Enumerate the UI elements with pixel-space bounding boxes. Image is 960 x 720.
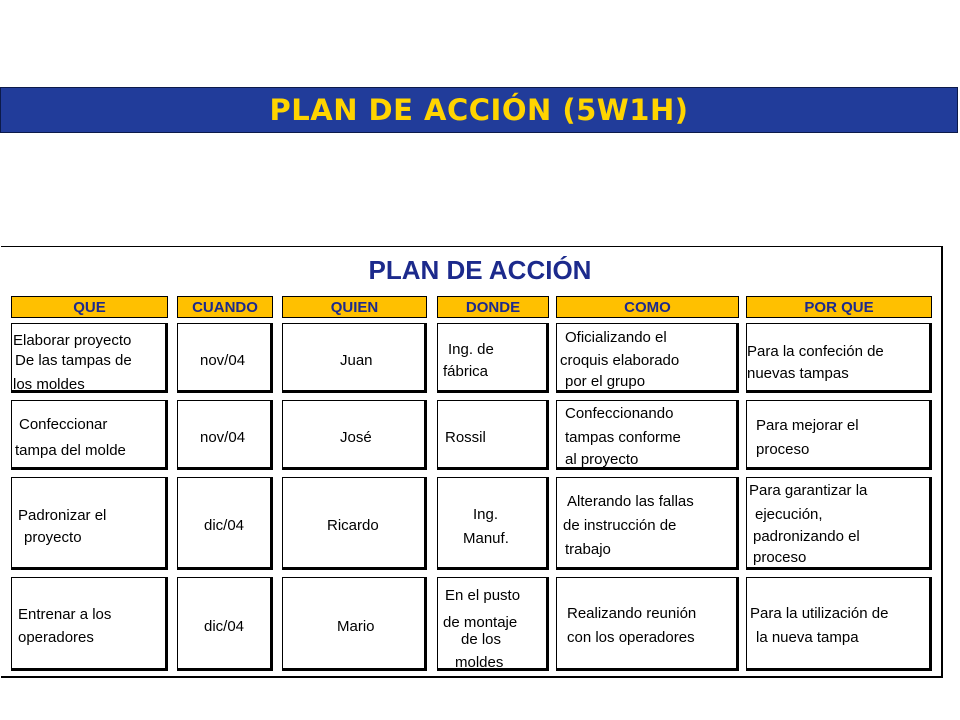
row1-porque-cell bbox=[746, 323, 932, 393]
row1-como-cell bbox=[556, 323, 739, 393]
row1-como-line1: Oficializando el bbox=[565, 329, 667, 346]
header-cuando: CUANDO bbox=[177, 296, 273, 318]
header-donde: DONDE bbox=[437, 296, 549, 318]
row2-donde-cell bbox=[437, 400, 549, 470]
row2-que-cell bbox=[11, 400, 168, 470]
row4-que-line1: Entrenar a los bbox=[18, 606, 112, 623]
row3-que-cell bbox=[11, 477, 168, 570]
row1-cuando: nov/04 bbox=[200, 352, 246, 369]
row4-quien: Mario bbox=[337, 618, 375, 635]
row3-como-line3: trabajo bbox=[565, 541, 611, 558]
row4-porque-line1: Para la utilización de bbox=[750, 605, 889, 622]
row3-como-cell bbox=[556, 477, 739, 570]
row1-donde-cell bbox=[437, 323, 549, 393]
plan-title: PLAN DE ACCIÓN bbox=[368, 255, 592, 285]
row3-porque-line2: ejecución, bbox=[755, 506, 823, 523]
row1-que-line1: Elaborar proyecto bbox=[13, 332, 132, 349]
row1-como-line3: por el grupo bbox=[565, 373, 646, 390]
row2-porque-cell bbox=[746, 400, 932, 470]
row2-cuando: nov/04 bbox=[200, 429, 246, 446]
row4-como-cell bbox=[556, 577, 739, 671]
row4-cuando-cell bbox=[177, 577, 273, 671]
row1-que-line3: los moldes bbox=[13, 376, 85, 393]
row2-porque-line2: proceso bbox=[756, 441, 810, 458]
row2-como-cell bbox=[556, 400, 739, 470]
row4-como-line2: con los operadores bbox=[567, 629, 695, 646]
row4-donde-cell bbox=[437, 577, 549, 671]
row4-cuando: dic/04 bbox=[204, 618, 245, 635]
row1-como-line2: croquis elaborado bbox=[560, 352, 680, 369]
row3-quien-cell bbox=[282, 477, 427, 570]
row3-donde-cell bbox=[437, 477, 549, 570]
row4-donde-line4: moldes bbox=[455, 654, 504, 671]
row4-como-line1: Realizando reunión bbox=[567, 605, 697, 622]
row3-quien: Ricardo bbox=[327, 517, 379, 534]
row3-cuando: dic/04 bbox=[204, 517, 245, 534]
header-por-que: POR QUE bbox=[746, 296, 932, 318]
row1-porque-line2: nuevas tampas bbox=[747, 365, 849, 382]
row3-donde-line1: Ing. bbox=[473, 506, 499, 523]
row2-como-line3: al proyecto bbox=[565, 451, 639, 468]
row3-porque-line4: proceso bbox=[753, 549, 807, 566]
row2-porque-line1: Para mejorar el bbox=[756, 417, 859, 434]
row4-que-line2: operadores bbox=[18, 629, 94, 646]
row4-porque-line2: la nueva tampa bbox=[756, 629, 859, 646]
row3-que-line1: Padronizar el bbox=[18, 507, 107, 524]
header-que: QUE bbox=[11, 296, 168, 318]
row3-porque-line1: Para garantizar la bbox=[749, 482, 868, 499]
row3-como-line1: Alterando las fallas bbox=[567, 493, 694, 510]
row3-donde-line2: Manuf. bbox=[463, 530, 509, 547]
row2-como-line2: tampas conforme bbox=[565, 429, 681, 446]
row1-donde-line1: Ing. de bbox=[448, 341, 494, 358]
row1-cuando-cell bbox=[177, 323, 273, 393]
row3-cuando-cell bbox=[177, 477, 273, 570]
row3-como-line2: de instrucción de bbox=[563, 517, 677, 534]
row1-quien-cell bbox=[282, 323, 427, 393]
row1-quien: Juan bbox=[340, 352, 373, 369]
header-quien: QUIEN bbox=[282, 296, 427, 318]
row1-que-cell bbox=[11, 323, 168, 393]
page-title: PLAN DE ACCIÓN (5W1H) bbox=[269, 93, 689, 127]
row4-porque-cell bbox=[746, 577, 932, 671]
header-como: COMO bbox=[556, 296, 739, 318]
row4-que-cell bbox=[11, 577, 168, 671]
row1-donde-line2: fábrica bbox=[443, 363, 489, 380]
row3-que-line2: proyecto bbox=[24, 529, 82, 546]
row1-porque-line1: Para la confeción de bbox=[747, 343, 884, 360]
row2-donde: Rossil bbox=[445, 429, 486, 446]
row4-donde-line3: de los bbox=[461, 631, 502, 648]
row2-como-line1: Confeccionando bbox=[565, 405, 674, 422]
row4-donde-line2: de montaje bbox=[443, 614, 518, 631]
row2-cuando-cell bbox=[177, 400, 273, 470]
row3-porque-cell bbox=[746, 477, 932, 570]
row2-quien: José bbox=[340, 429, 372, 446]
row3-porque-line3: padronizando el bbox=[753, 528, 860, 545]
row2-quien-cell bbox=[282, 400, 427, 470]
row1-que-line2: De las tampas de bbox=[15, 352, 132, 369]
title-banner bbox=[0, 87, 958, 133]
row4-quien-cell bbox=[282, 577, 427, 671]
row2-que-line1: Confeccionar bbox=[19, 416, 108, 433]
row4-donde-line1: En el pusto bbox=[445, 587, 521, 604]
row2-que-line2: tampa del molde bbox=[15, 442, 126, 459]
